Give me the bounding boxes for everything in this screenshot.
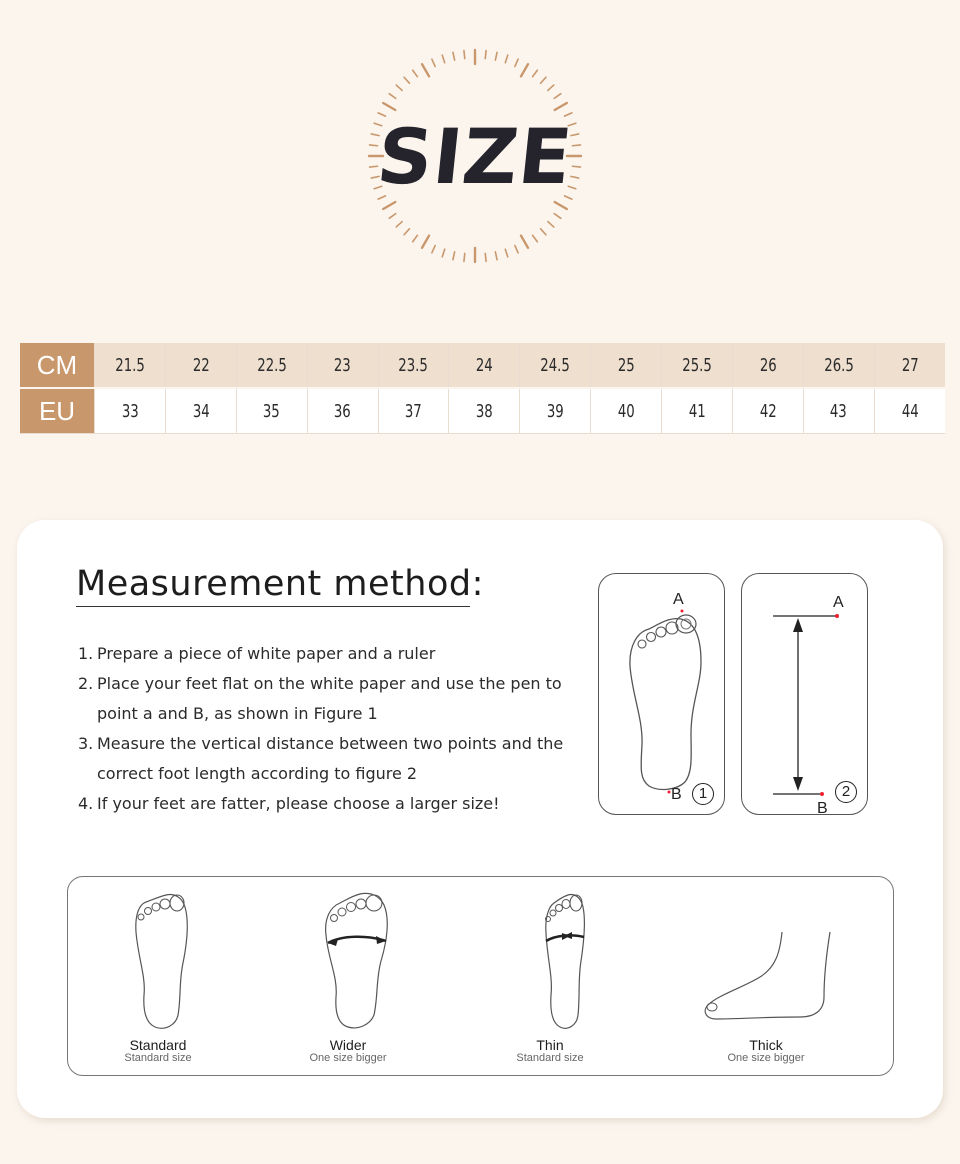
eu-cell: 41 <box>662 388 733 434</box>
eu-cell: 42 <box>732 388 803 434</box>
eu-cell: 37 <box>378 388 449 434</box>
foot-type-name: Thick <box>749 1037 783 1053</box>
step-item: 2. Place your feet flat on the white paper and use the pen to point a and B, as shown in Figure 1 <box>78 674 562 723</box>
cm-cell: 22 <box>165 343 236 388</box>
cm-cell: 27 <box>874 343 945 388</box>
cm-cell: 24 <box>449 343 520 388</box>
distance-arrow-icon <box>742 574 867 814</box>
point-b-label: B <box>817 800 828 817</box>
cm-cell: 26.5 <box>803 343 874 388</box>
foot-type-standard <box>88 877 228 1075</box>
row-header-eu: EU <box>20 388 95 434</box>
foot-type-name: Standard <box>129 1037 187 1053</box>
eu-cell: 35 <box>236 388 307 434</box>
eu-cell: 40 <box>591 388 662 434</box>
figure-number: 1 <box>692 783 714 805</box>
foot-type-name: Thin <box>536 1037 564 1053</box>
size-row-cm <box>20 343 945 388</box>
eu-cell: 39 <box>520 388 591 434</box>
foot-type-note: One size bigger <box>727 1052 805 1064</box>
eu-cell: 36 <box>307 388 378 434</box>
eu-cell: 34 <box>165 388 236 434</box>
eu-cell: 33 <box>95 388 166 434</box>
cm-cell: 26 <box>732 343 803 388</box>
cm-cell: 24.5 <box>520 343 591 388</box>
cm-cell: 25.5 <box>662 343 733 388</box>
cm-cell: 23.5 <box>378 343 449 388</box>
title-underline <box>76 606 470 607</box>
foot-outline-icon <box>599 574 724 814</box>
standard-foot-icon <box>88 877 228 1037</box>
wider-foot-icon <box>278 877 418 1037</box>
thick-foot-icon <box>696 877 836 1037</box>
badge-title: SIZE <box>373 111 577 201</box>
foot-type-note: Standard size <box>516 1052 584 1064</box>
point-a-label: A <box>833 594 844 611</box>
figure-2-distance <box>741 573 868 815</box>
cm-cell: 22.5 <box>236 343 307 388</box>
size-row-eu <box>20 388 945 434</box>
foot-type-note: Standard size <box>124 1052 192 1064</box>
row-header-cm: CM <box>20 343 95 388</box>
size-badge <box>367 47 583 265</box>
foot-type-wider <box>278 877 418 1075</box>
eu-cell: 43 <box>803 388 874 434</box>
foot-types-panel <box>67 876 894 1076</box>
step-item: 3. Measure the vertical distance between two points and the correct foot length according to figure 2 <box>78 734 564 783</box>
step-item: 1. Prepare a piece of white paper and a ruler <box>78 644 436 663</box>
foot-type-note: One size bigger <box>309 1052 387 1064</box>
figure-1-foot <box>598 573 725 815</box>
step-item: 4. If your feet are fatter, please choose a larger size! <box>78 794 500 813</box>
measurement-steps <box>78 639 578 819</box>
figure-number: 2 <box>835 781 857 803</box>
point-a-label: A <box>673 591 684 608</box>
cm-cell: 25 <box>591 343 662 388</box>
foot-type-thick <box>696 877 836 1075</box>
eu-cell: 38 <box>449 388 520 434</box>
measurement-title: Measurement method: <box>76 564 484 604</box>
thin-foot-icon <box>480 877 620 1037</box>
foot-type-name: Wider <box>329 1037 367 1053</box>
foot-type-thin <box>480 877 620 1075</box>
point-b-label: B <box>671 786 682 803</box>
size-chart-table <box>20 343 945 434</box>
eu-cell: 44 <box>874 388 945 434</box>
cm-cell: 23 <box>307 343 378 388</box>
cm-cell: 21.5 <box>95 343 166 388</box>
